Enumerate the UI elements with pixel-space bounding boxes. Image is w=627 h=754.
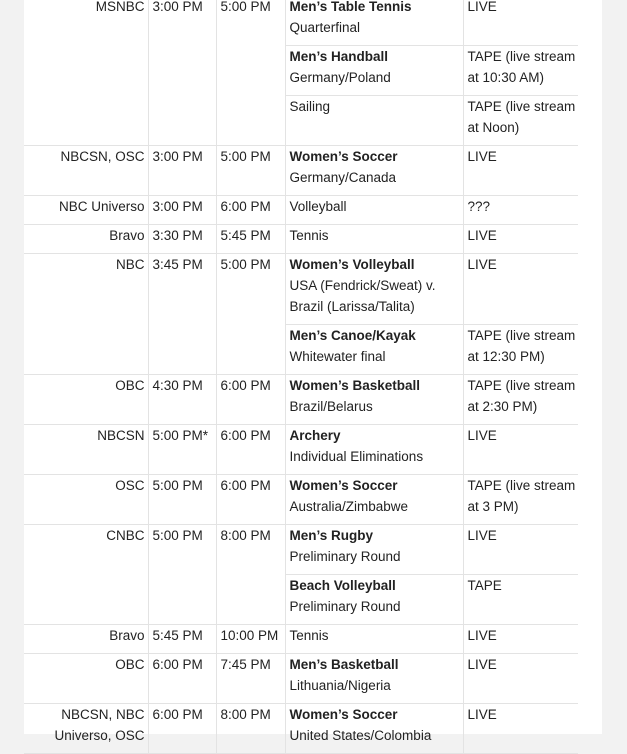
eastern-time-cell: 5:00 PM* (148, 425, 216, 475)
event-cell (285, 704, 463, 754)
event-title: Men’s Rugby (289, 528, 374, 543)
event-detail: USA (Fendrick/Sweat) v. Brazil (Larissa/Talita) (289, 278, 436, 314)
table-row (24, 225, 578, 254)
pacific-time-cell: 5:00 PM (216, 146, 285, 196)
network-cell: NBC (24, 254, 148, 375)
network-cell: CNBC (24, 525, 148, 625)
pacific-time-cell: 6:00 PM (216, 375, 285, 425)
schedule-body (24, 0, 578, 754)
broadcast-status-cell: LIVE (463, 525, 578, 575)
event-detail: Australia/Zimbabwe (289, 499, 409, 514)
table-row (24, 625, 578, 654)
network-cell: OSC (24, 475, 148, 525)
event-cell (285, 96, 463, 146)
event-detail: Tennis (289, 228, 329, 243)
broadcast-status-cell: TAPE (live stream at 2:30 PM) (463, 375, 578, 425)
event-cell (285, 575, 463, 625)
event-cell (285, 425, 463, 475)
event-cell (285, 0, 463, 46)
event-title: Men’s Table Tennis (289, 0, 412, 14)
pacific-time-cell: 5:00 PM (216, 254, 285, 375)
table-row (24, 425, 578, 475)
event-detail: Lithuania/Nigeria (289, 678, 391, 693)
event-cell (285, 325, 463, 375)
broadcast-status-cell: LIVE (463, 704, 578, 754)
event-cell (285, 46, 463, 96)
event-detail: Preliminary Round (289, 599, 401, 614)
eastern-time-cell: 3:30 PM (148, 225, 216, 254)
eastern-time-cell: 6:00 PM (148, 704, 216, 754)
event-detail: Whitewater final (289, 349, 386, 364)
eastern-time-cell: 5:45 PM (148, 625, 216, 654)
event-cell (285, 196, 463, 225)
eastern-time-cell: 3:00 PM (148, 146, 216, 196)
event-detail: Sailing (289, 99, 331, 114)
event-cell (285, 475, 463, 525)
pacific-time-cell: 10:00 PM (216, 625, 285, 654)
network-cell: MSNBC (24, 0, 148, 146)
broadcast-status-cell: TAPE (463, 575, 578, 625)
broadcast-status-cell: LIVE (463, 254, 578, 325)
eastern-time-cell: 5:00 PM (148, 525, 216, 625)
table-row (24, 146, 578, 196)
event-title: Archery (289, 428, 341, 443)
pacific-time-cell: 5:00 PM (216, 0, 285, 146)
broadcast-status-cell: TAPE (live stream at 3 PM) (463, 475, 578, 525)
event-detail: United States/Colombia (289, 728, 432, 743)
event-cell (285, 525, 463, 575)
broadcast-status-cell: LIVE (463, 225, 578, 254)
event-cell (285, 375, 463, 425)
table-row (24, 375, 578, 425)
pacific-time-cell: 8:00 PM (216, 525, 285, 625)
eastern-time-cell: 3:00 PM (148, 196, 216, 225)
network-cell: NBCSN (24, 425, 148, 475)
table-row (24, 704, 578, 754)
network-cell: NBCSN, OSC (24, 146, 148, 196)
table-row (24, 196, 578, 225)
event-title: Beach Volleyball (289, 578, 396, 593)
event-title: Women’s Soccer (289, 149, 398, 164)
event-title: Women’s Basketball (289, 378, 421, 393)
tv-schedule-table (24, 0, 578, 754)
eastern-time-cell: 5:00 PM (148, 475, 216, 525)
event-detail: Volleyball (289, 199, 347, 214)
broadcast-status-cell: LIVE (463, 146, 578, 196)
event-detail: Individual Eliminations (289, 449, 424, 464)
schedule-page (24, 0, 602, 743)
event-cell (285, 254, 463, 325)
event-title: Women’s Soccer (289, 707, 398, 722)
event-title: Men’s Canoe/Kayak (289, 328, 416, 343)
broadcast-status-cell: LIVE (463, 654, 578, 704)
broadcast-status-cell: LIVE (463, 625, 578, 654)
event-title: Women’s Soccer (289, 478, 398, 493)
broadcast-status-cell: TAPE (live stream at 12:30 PM) (463, 325, 578, 375)
pacific-time-cell: 5:45 PM (216, 225, 285, 254)
pacific-time-cell: 7:45 PM (216, 654, 285, 704)
broadcast-status-cell: LIVE (463, 425, 578, 475)
event-cell (285, 225, 463, 254)
pacific-time-cell: 6:00 PM (216, 425, 285, 475)
broadcast-status-cell: TAPE (live stream at Noon) (463, 96, 578, 146)
event-detail: Quarterfinal (289, 20, 361, 35)
network-cell: Bravo (24, 625, 148, 654)
event-title: Women’s Volleyball (289, 257, 415, 272)
table-row (24, 654, 578, 704)
pacific-time-cell: 8:00 PM (216, 704, 285, 754)
table-row (24, 0, 578, 46)
broadcast-status-cell: ??? (463, 196, 578, 225)
table-row (24, 254, 578, 325)
event-cell (285, 654, 463, 704)
event-detail: Preliminary Round (289, 549, 401, 564)
eastern-time-cell: 3:45 PM (148, 254, 216, 375)
event-cell (285, 625, 463, 654)
event-title: Men’s Handball (289, 49, 389, 64)
eastern-time-cell: 6:00 PM (148, 654, 216, 704)
network-cell: NBCSN, NBC Universo, OSC (24, 704, 148, 754)
network-cell: NBC Universo (24, 196, 148, 225)
eastern-time-cell: 3:00 PM (148, 0, 216, 146)
network-cell: OBC (24, 375, 148, 425)
event-title: Men’s Basketball (289, 657, 399, 672)
eastern-time-cell: 4:30 PM (148, 375, 216, 425)
pacific-time-cell: 6:00 PM (216, 196, 285, 225)
broadcast-status-cell: LIVE (463, 0, 578, 46)
network-cell: Bravo (24, 225, 148, 254)
table-row (24, 525, 578, 575)
event-detail: Tennis (289, 628, 329, 643)
event-detail: Germany/Canada (289, 170, 397, 185)
table-row (24, 475, 578, 525)
broadcast-status-cell: TAPE (live stream at 10:30 AM) (463, 46, 578, 96)
event-detail: Brazil/Belarus (289, 399, 373, 414)
event-detail: Germany/Poland (289, 70, 391, 85)
event-cell (285, 146, 463, 196)
pacific-time-cell: 6:00 PM (216, 475, 285, 525)
network-cell: OBC (24, 654, 148, 704)
